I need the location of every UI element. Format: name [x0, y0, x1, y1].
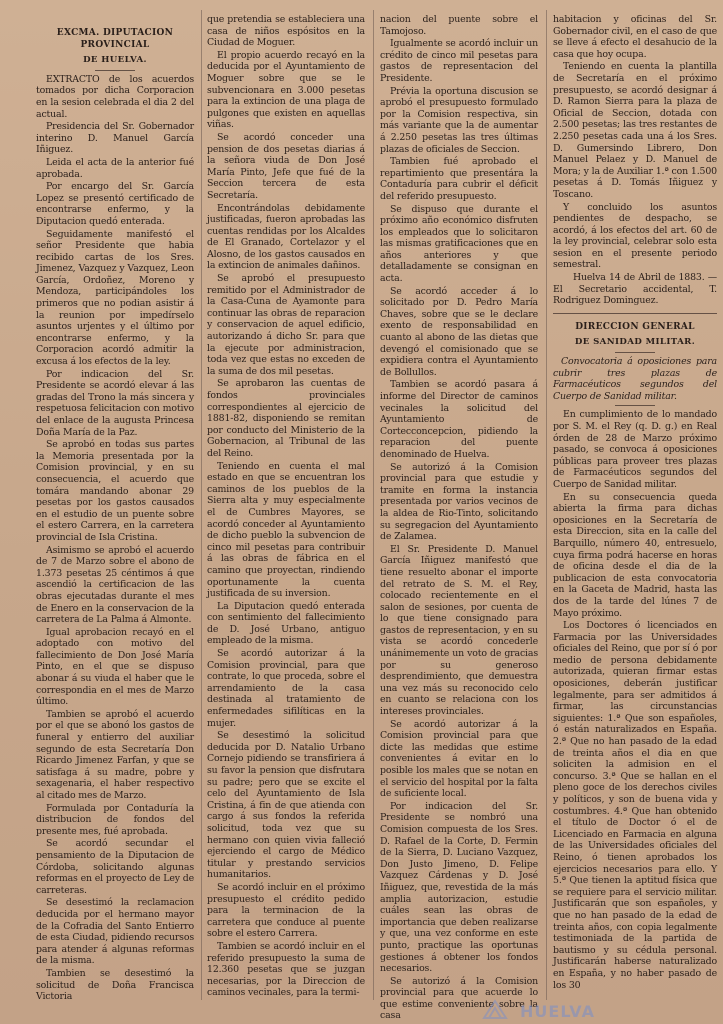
paragraph: Tambien se acordó pasara á informe del Director de caminos vecinales la solicitud del Ayuntamiento de Cortecconcepcion, pidiendo la reparacion del puente denominado de Huelva. — [380, 379, 538, 460]
section-header: EXCMA. DIPUTACION PROVINCIAL — [56, 28, 174, 50]
paragraph: Se desestimó la reclamacion deducida por el hermano mayor de la Cofradia del Santo Entierro de esta Ciudad, pidiendo recursos para atender á algunas reformas de la misma. — [36, 897, 194, 967]
column-2 — [207, 14, 365, 999]
column-rule — [546, 10, 547, 1000]
paragraph: Por indicacion del Sr. Presidente se acordó elevar á las gradas del Trono la más sincera y respetuosa felicitacion con motivo del enlace de la augusta Princesa Doña María de la Paz. — [36, 368, 194, 438]
divider — [95, 70, 135, 71]
paragraph: Presidencia del Sr. Gobernador interino D. Manuel García Iñiguez. — [36, 121, 194, 156]
section-header: DIRECCION GENERAL — [575, 321, 695, 332]
paragraph: Se acordó incluir en el próximo presupuesto el crédito pedido para la terminacion de la carretera que conduce al puente sobre el estero Carrera. — [207, 881, 365, 940]
paragraph: Se acordó autorizar á la Comision provincial, para que contrate, lo que proceda, sobre el arrendamiento de la casa destinada al tratamiento de enfermedades sifilíticas en la mujer. — [207, 648, 365, 729]
paragraph: nacion del puente sobre el Tamojoso. — [380, 14, 538, 37]
paragraph: Por encargo del Sr. García Lopez se presentó certificado de encontrarse enfermo, y la Diputacion quedó enterada. — [36, 181, 194, 227]
paragraph: Se acordó secundar el pensamiento de la Diputacion de Córdoba, solicitando algunas reformas en el proyecto de Ley de carreteras. — [36, 838, 194, 896]
paragraph: Igualmente se acordó incluir un crédito de cinco mil pesetas para gastos de representacion del Presidente. — [380, 38, 538, 84]
paragraph: Y concluido los asuntos pendientes de despacho, se acordó, á los efectos del art. 60 de la ley provincial, celebrar solo esta sesion en el presente periodo semestral. — [553, 201, 717, 271]
paragraph: Tambien se aprobó el acuerdo por el que se abonó los gastos de funeral y entierro del auxiliar segundo de esta Secretaría Don Ricardo Jimenez Farfan, y que se satisfaga á su madre, pobre y sexagenaria, el haber respectivo al citado mes de Marzo. — [36, 708, 194, 801]
paragraph: que pretendia se estableciera una casa de niños espósitos en la Ciudad de Moguer. — [207, 14, 365, 49]
announcement-lead: Convocatoria á oposiciones para cubrir tres plazas de Farmacéuticos segundos del Cuerpo de Sanidad militar. — [553, 356, 717, 402]
divider — [553, 313, 717, 314]
paragraph: Prévia la oportuna discusion se aprobó el presupuesto formulado por la Comision respectiva, sin más variante que la de aumentar á 2.250 pesetas las tres últimas plazas de oficiales de Seccion. — [380, 85, 538, 155]
paragraph: El propio acuerdo recayó en la deducida por el Ayuntamiento de Moguer sobre que se le subvencionara en 3.000 pesetas para la extincion de una plaga de pulgones que existen en aquellas viñas. — [207, 49, 365, 131]
divider — [615, 352, 655, 353]
paragraph: Tambien fué aprobado el repartimiento que presentára la Contaduría para cubrir el déficit del referido presupuesto. — [380, 156, 538, 202]
paragraph: Se autorizó á la Comision provincial para que acuerde lo que estime conveniente sobre la casa — [380, 975, 538, 1022]
paragraph: Se aprobó en todas sus partes la Memoria presentada por la Comision provincial, y en su consecuencia, el acuerdo que tomára mandando abonar 29 pesetas por los gastos causados en el estudio de un puente sobre el estero Carrera, en la carretera provincial de Isla Cristina. — [36, 439, 194, 543]
library-logo-icon — [482, 998, 508, 1020]
paragraph: Se acordó acceder á lo solicitado por D. Pedro María Chaves, sobre que se le declare exento de responsabilidad en cuanto al abono de las dietas que devengó el comisionado que se expidiera contra el Ayuntamiento de Bollullos. — [380, 285, 538, 378]
watermark: HUELVA — [520, 1002, 595, 1021]
paragraph: La Diputacion quedó enterada con sentimiento del fallecimiento de D. José Urbano, antiguo empleado de la misma. — [207, 600, 365, 647]
divider — [615, 405, 655, 406]
section-subheader: DE SANIDAD MILITAR. — [574, 337, 696, 348]
paragraph: habitacion y oficinas del Sr. Gobernador civil, en el caso de que se lleve á efecto el desahucio de la casa que hoy ocupa. — [553, 14, 717, 60]
paragraph: Tambien se acordó incluir en el referido presupuesto la suma de 12.360 pesetas que se juzgan necesarias, por la Direccion de caminos vecinales, para la termi- — [207, 940, 365, 999]
paragraph: Encontrándolas debidamente justificadas, fueron aprobadas las cuentas rendidas por los Alcaldes de El Granado, Cortelazor y el Alosno, de los gastos causados en la extincion de animales dañinos. — [207, 202, 365, 272]
paragraph: Por indicacion del Sr. Presidente se nombró una Comision compuesta de los Sres. D. Rafael de la Corte, D. Fermin de la Sierra, D. Luciano Vazquez, Don Justo Jimeno, D. Felipe Vazquez Cárdenas y D. José Iñiguez, que, revestida de la más amplia autorizacion, estudie cuáles sean las obras de importancia que deben realizarse y que, una vez conforme en este punto, practique las oportunas gestiones á obtener los fondos necesarios. — [380, 800, 538, 975]
paragraph: Se desestimó la solicitud deducida por D. Natalio Urbano Cornejo pidiendo se transfiriera á su favor la pension que disfrutara su padre; pero que se excite el celo del Ayuntamiento de Isla Cristina, á fin de que atienda con cargo á sus fondos la referida solicitud, toda vez que su hermano con quien vivia falleció ejerciendo el cargo de Médico titular y prestando servicios humanitarios. — [207, 730, 365, 881]
paragraph: Se aprobó el presupuesto remitido por el Administrador de la Casa-Cuna de Ayamonte para continuar las obras de reparacion y conservacion de aquel edificio, autorizando á dicho Sr. para que la ejecute por administracion, toda vez que estas no exceden de la suma de dos mil pesetas. — [207, 273, 365, 377]
column-3 — [380, 14, 538, 1022]
paragraph: EXTRACTO de los acuerdos tomados por dicha Corporacion en la sesion celebrada el dia 2 del actual. — [36, 73, 194, 120]
paragraph: Teniendo en cuenta el mal estado en que se encuentran los caminos de los pueblos de la Sierra alta y muy especialmente el de Cumbres Mayores, se acordó conceder al Ayuntamiento de dicho pueblo la subvencion de cinco mil pesetas para contribuir á las obras de fábrica en el camino que proyectan, rindiendo oportunamente la cuenta justificada de su inversion. — [207, 460, 365, 600]
paragraph: Se aprobaron las cuentas de fondos provinciales correspondientes al ejercicio de 1881-82, disponiendo se remitan por conducto del Ministerio de la Gobernacion, al Tribunal de las del Reino. — [207, 378, 365, 459]
paragraph: Seguidamente manifestó el señor Presidente que habia recibido cartas de los Sres. Jimenez, Vazquez y Vazquez, Leon García, Ordoñez, Moreno y Mendoza, participándoles los primeros que no podian asistir á la reunion por impedírselo asuntos urjentes y el último por encontrarse enfermo, y la Corporacion acordó admitir la excusa á los efectos de la ley. — [36, 228, 194, 368]
paragraph: Teniendo en cuenta la plantilla de Secretaría en el próximo presupuesto, se acordó designar á D. Ramon Sierra para la plaza de Oficial de Seccion, dotada con 2.500 pesetas; las tres restantes de 2.250 pesetas cada una á los Sres. D. Gumersindo Librero, Don Manuel Pelaez y D. Manuel de Mora; y la de Auxiliar 1.ª con 1.500 pesetas á D. Tomás Iñiguez y Toscano. — [553, 61, 717, 200]
paragraph: Los Doctores ó licenciados en Farmacia por las Universidades oficiales del Reino, que por sí ó por medio de persona debidamente autorizada, quieran firmar estas oposiciones, deberán justificar legalmente, para ser admitidos á firmar, las circunstancias siguientes: 1.ª Que son españoles, ó están naturalizados en España. 2.ª Que no han pasado de la edad de treinta años el dia en que soliciten la admision en el concurso. 3.ª Que se hallan en el pleno goce de los derechos civiles y políticos, y son de buena vida y costumbres. 4.ª Que han obtenido el título de Doctor ó el de Licenciado en Farmacia en alguna de las Universidades oficiales del Reino, ó tienen aprobados los ejercicios necesarios para ello. Y 5.ª Que tienen la aptitud física que se requiere para el servicio militar. Justificarán que son españoles, y que no han pasado de la edad de treinta años, con copia legalmente testimoniada de la partida de bautismo y su cédula personal. Justificarán haberse naturalizado en España, y no haber pasado de los 30 — [553, 620, 717, 991]
paragraph: Se autorizó á la Comision provincial para que estudie y tramite en forma la instancia presentada por varios vecinos de la aldea de Rio-Tinto, solicitando su segregacion del Ayuntamiento de Zalamea. — [380, 461, 538, 543]
column-rule — [201, 10, 202, 1000]
paragraph: Se acordó autorizar á la Comision provincial para que dicte las medidas que estime convenientes á evitar en lo posible los males que se notan en el servicio del hospital por la falta de suficiente local. — [380, 718, 538, 800]
date-signature-line: Huelva 14 de Abril de 1883. —El Secretario accidental, T. Rodriguez Dominguez. — [553, 272, 717, 307]
column-4 — [553, 14, 717, 999]
paragraph: En cumplimiento de lo mandado por S. M. el Rey (q. D. g.) en Real órden de 28 de Marzo próximo pasado, se convoca á oposiciones públicas para proveer tres plazas de Farmacéuticos segundos del Cuerpo de Sanidad militar. — [553, 409, 717, 490]
paragraph: Leida el acta de la anterior fué aprobada. — [36, 156, 194, 180]
column-rule — [373, 10, 374, 1000]
paragraph: Tambien se desestimó la solicitud de Doña Francisca Victoria — [36, 967, 194, 1003]
paragraph: En su consecuencia queda abierta la firma para dichas oposiciones en la Secretaría de esta Direccion, sita en la calle del Barquillo, número 40, entresuelo, cuya firma podrá hacerse en horas de oficina desde el dia de la publicacion de esta convocatoria en la Gaceta de Madrid, hasta las dos de la tarde del lúnes 7 de Mayo próximo. — [553, 491, 717, 619]
paragraph: Igual aprobacion recayó en el adoptado con motivo del fallecimiento de Don José María Pinto, en el que se dispuso abonar á su viuda el haber que le correspondia en el mes de Marzo último. — [36, 626, 194, 708]
paragraph: Se dispuso que durante el próximo año económico disfruten los empleados que lo solicitaron las mismas gratificaciones que en años anteriores y que detalladamente se consignan en acta. — [380, 203, 538, 285]
section-subheader: DE HUELVA. — [83, 55, 147, 66]
paragraph: Asimismo se aprobó el acuerdo de 7 de Marzo sobre el abono de 1.373 pesetas 25 céntimos á que ascendió la certificacion de las obras ejecutadas durante el mes de Enero en la conservacion de la carretera de La Palma á Almonte. — [36, 544, 194, 626]
paragraph: Formulada por Contaduría la distribucion de fondos del presente mes, fué aprobada. — [36, 802, 194, 837]
column-1 — [36, 14, 194, 1003]
paragraph: Se acordó conceder una pension de dos pesetas diarias á la señora viuda de Don José María Pinto, Jefe que fué de la Seccion tercera de esta Secretaría. — [207, 131, 365, 201]
paragraph: El Sr. Presidente D. Manuel García Iñiguez manifestó que tiene resuelto abonar el importe del retrato de S. M. el Rey, colocado recientemente en el salon de sesiones, por cuenta de lo que tiene consignado para gastos de representacion, y en su vista se acordó concederle unánimemente un voto de gracias por su generoso desprendimiento, que demuestra una vez más su reconocido celo en cuanto se relaciona con los intereses provinciales. — [380, 543, 538, 718]
